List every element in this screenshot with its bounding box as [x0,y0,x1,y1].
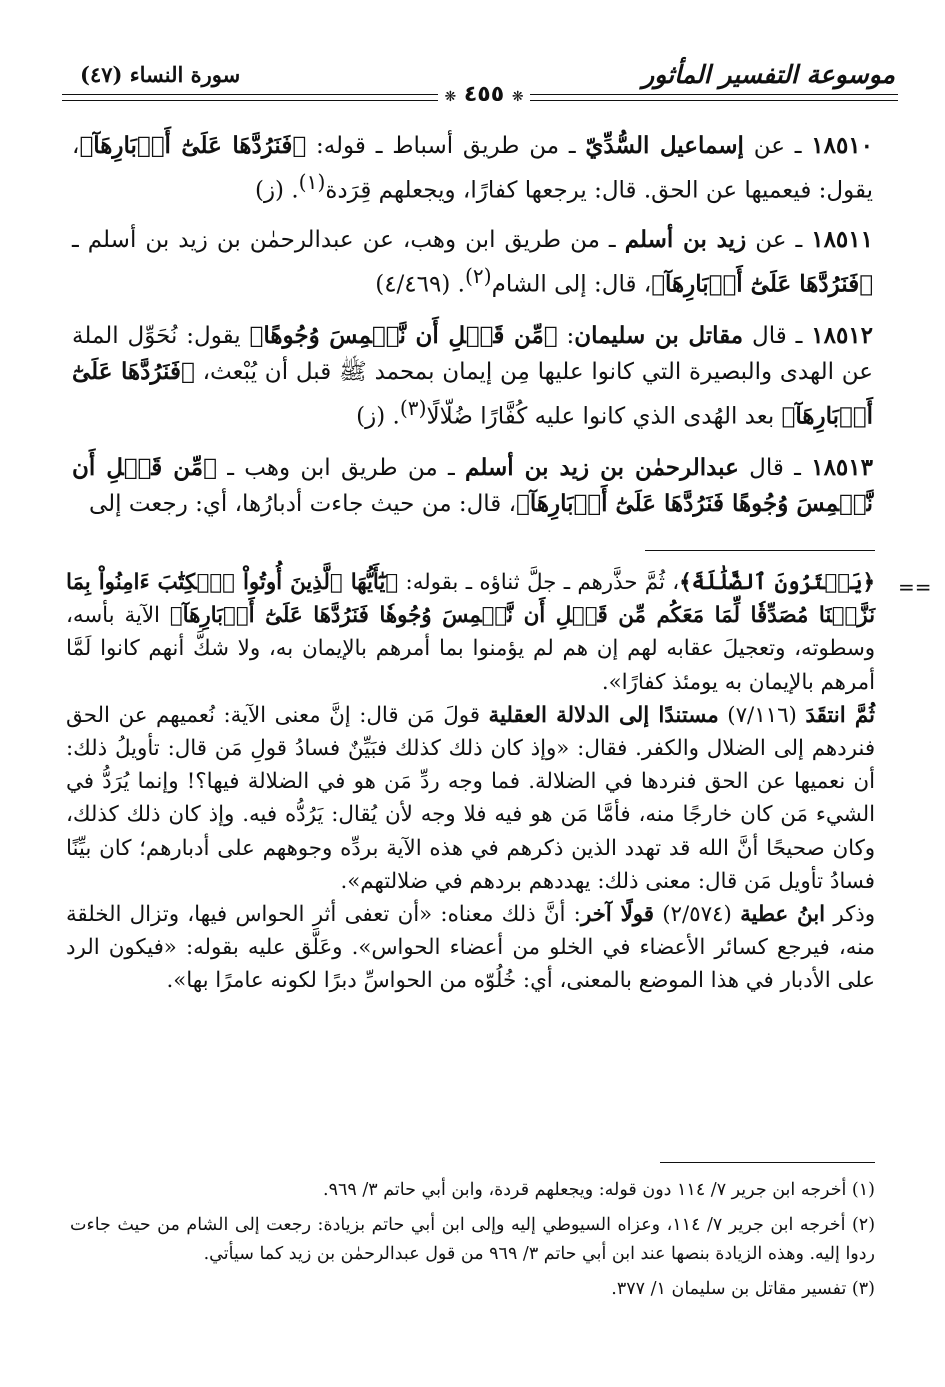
footnote: (٢) أخرجه ابن جرير ٧/ ١١٤، وعزاه السيوطي إليه وإلى ابن أبي حاتم بزيادة: رجعت إلى الشام من حيث جاءت ردوا إليه. وهذه الزيادة بنصها عند ابن أبي حاتم ٣/ ٩٦٩ من قول عبدالرحمٰن بن زيد كما سيأتي. [70,1215,876,1264]
header-rule-right [530,94,898,101]
narrator-name: مقاتل بن سليمان [574,322,744,349]
ornament-icon: ❋ [444,89,457,105]
footnote-marker: (١) [298,170,326,194]
entry-text: . (٤/٤٦٩) [375,271,465,298]
scholar-name: ابنُ عطية [740,902,826,928]
quran-verse: ﴿يَشۡتَرُونَ ٱلضَّلَٰلَةَ﴾ [679,570,875,595]
entry-text: ـ قال [743,323,812,349]
entry-text: ـ من طريق ابن وهب ـ [216,455,466,481]
entry-number: ١٨٥١٣ [811,454,873,481]
narration-entry [72,450,873,522]
quran-verse: ﴿مِّن قَبۡلِ أَن نَّطۡمِسَ وُجُوهًا﴾ [249,322,558,349]
commentary-paragraph [66,699,875,898]
entry-text: ، قال: من حيث جاءت أدبارُها، أي: رجعت إلى [88,491,517,517]
footnotes-section [70,1176,875,1310]
commentary-lead: ثُمَّ انتقَدَ [805,702,875,728]
entry-text: . (ز) [254,177,299,204]
commentary-emphasis: مستندًا إلى الدلالة العقلية [488,702,719,728]
narrator-name: عبدالرحمٰن بن زيد بن أسلم [465,454,739,481]
entry-text: يقول: نُحَوِّل الملة عن الهدى والبصيرة التي كانوا عليها مِن إيمان بمحمد ﷺ قبل أن يُبْعث، [72,323,873,385]
page-number: ٤٥٥ [463,82,505,107]
entry-text: : [557,323,575,349]
commentary-paragraph [66,898,875,998]
entry-text: ـ من طريق أسباط ـ قوله: [306,133,586,159]
commentary-text: قولَ مَن قال: إنَّ معنى الآية: نُعميهم عن الحق فنردهم إلى الضلال والكفر. فقال: «وإذ كان ذلك كذلك فبَيِّنٌ فسادُ قولِ مَن قال: تأويلُ ذلك: أن نعميها عن الحق فنردها في الضلالة. فما وجه ردِّ مَن هو في الضلالة فيها؟! وإنما يُرَدُّ في الشيء مَن كان خارجًا منه، فأمَّا مَن هو فيه فلا وجه لأن يُقال: يَرُدُّه فيه. وإذ كان ذلك كذلك، وكان صحيحًا أنَّ الله قد تهدد الذين ذكرهم في هذه الآية بردِّه وجوههم على أدبارهم؛ كان بيِّنًا فسادُ تأويل مَن قال: معنى ذلك: يهددهم بردهم في ضلالتهم». [66,702,875,894]
quran-verse: ﴿مِّن قَبۡلِ أَن نَّطۡمِسَ وُجُوهًا فَنَرُدَّهَا عَلَىٰٓ أَدۡبَارِهَآ﴾ [72,454,873,517]
footnote-divider [660,1162,875,1163]
narration-entry [72,318,873,435]
surah-title: سورة النساء (٤٧) [80,62,241,87]
entry-text: . (ز) [356,403,400,430]
commentary-section [66,566,875,998]
commentary-divider [645,550,875,551]
entry-number: ١٨٥١٠ [811,132,874,159]
page-number-area [430,82,538,107]
quran-verse: ﴿فَنَرُدَّهَا عَلَىٰٓ أَدۡبَارِهَآ﴾ [72,358,873,430]
commentary-text: الآية بأسه، وسطوته، وتعجيلَ عقابه لهم إن هم لم يؤمنوا بما أمرهم بالإيمان به، ولا شكَّ أنهم كانوا لَمَّا أمرهم بالإيمان به يومئذ كفارًا». [66,603,875,695]
ornament-icon: ❋ [511,89,524,105]
footnote-marker: (٢) [464,264,492,288]
footnote: (١) أخرجه ابن جرير ٧/ ١١٤ دون قوله: ويجعلهم قردة، وابن أبي حاتم ٣/ ٩٦٩. [323,1180,875,1200]
volume-reference: (٢/٥٧٤) [653,902,741,928]
commentary-emphasis: قولًا آخر [580,902,654,928]
quran-verse: ﴿فَنَرُدَّهَا عَلَىٰٓ أَدۡبَارِهَآ﴾ [79,132,307,159]
commentary-text: : أنَّ ذلك معناه: «أن تعفى أثر الحواس فيها، وتزال الخلقة منه، فيرجع كسائر الأعضاء في الخلو من أعضاء الحواس». وعَلَّق عليه بقوله: «فيكون الرد على الأدبار في هذا الموضع بالمعنى، أي: خُلُوّه من الحواسِّ دبرًا لكونه عامرًا بها». [66,902,875,994]
commentary-paragraph [66,566,875,699]
entry-text: ، قال: إلى الشام [491,271,652,298]
continuation-mark: == [898,575,932,599]
entry-text: ـ عن [743,133,812,159]
quran-verse: ﴿يَٰٓأَيُّهَا ٱلَّذِينَ أُوتُواْ ٱلۡكِتَٰبَ ءَامِنُواْ بِمَا نَزَّلۡنَا مُصَدِّقٗا لِّمَا مَعَكُم مِّن قَبۡلِ أَن نَّطۡمِسَ وُجُوهٗا فَنَرُدَّهَا عَلَىٰٓ أَدۡبَارِهَآ﴾ [66,570,875,629]
entry-text: بعد الهُدى الذي كانوا عليه كُفَّارًا ضُلّالًا [426,403,782,430]
entry-text: ـ من طريق ابن وهب، عن عبدالرحمٰن بن زيد بن أسلم ـ [72,227,625,253]
quran-verse: ﴿فَنَرُدَّهَا عَلَىٰٓ أَدۡبَارِهَآ﴾ [651,270,873,298]
header-rule-left [62,94,438,101]
entry-text: ـ قال [738,455,812,481]
footnote-marker: (٣) [399,396,427,420]
entry-number: ١٨٥١٢ [811,322,874,349]
narrator-name: زيد بن أسلم [624,226,747,253]
narration-entry [72,222,873,303]
volume-reference: (٧/١١٦) [718,702,806,728]
commentary-text: ، ثُمَّ حذَّرهم ـ جلَّ ثناؤه ـ بقوله: [398,570,680,595]
entry-text: ـ عن [746,227,812,253]
narrator-name: إسماعيل السُّدِّيّ [585,132,744,159]
entry-text: ، يقول: فيعميها عن الحق. قال: يرجعها كفارًا، ويجعلهم قِرَدة [72,133,873,204]
book-title: موسوعة التفسير المأثور [642,60,895,89]
commentary-text: وذكر [825,902,875,928]
narration-entry [72,128,873,209]
footnote: (٣) تفسير مقاتل بن سليمان ١/ ٣٧٧. [611,1279,875,1299]
entry-number: ١٨٥١١ [811,226,873,253]
